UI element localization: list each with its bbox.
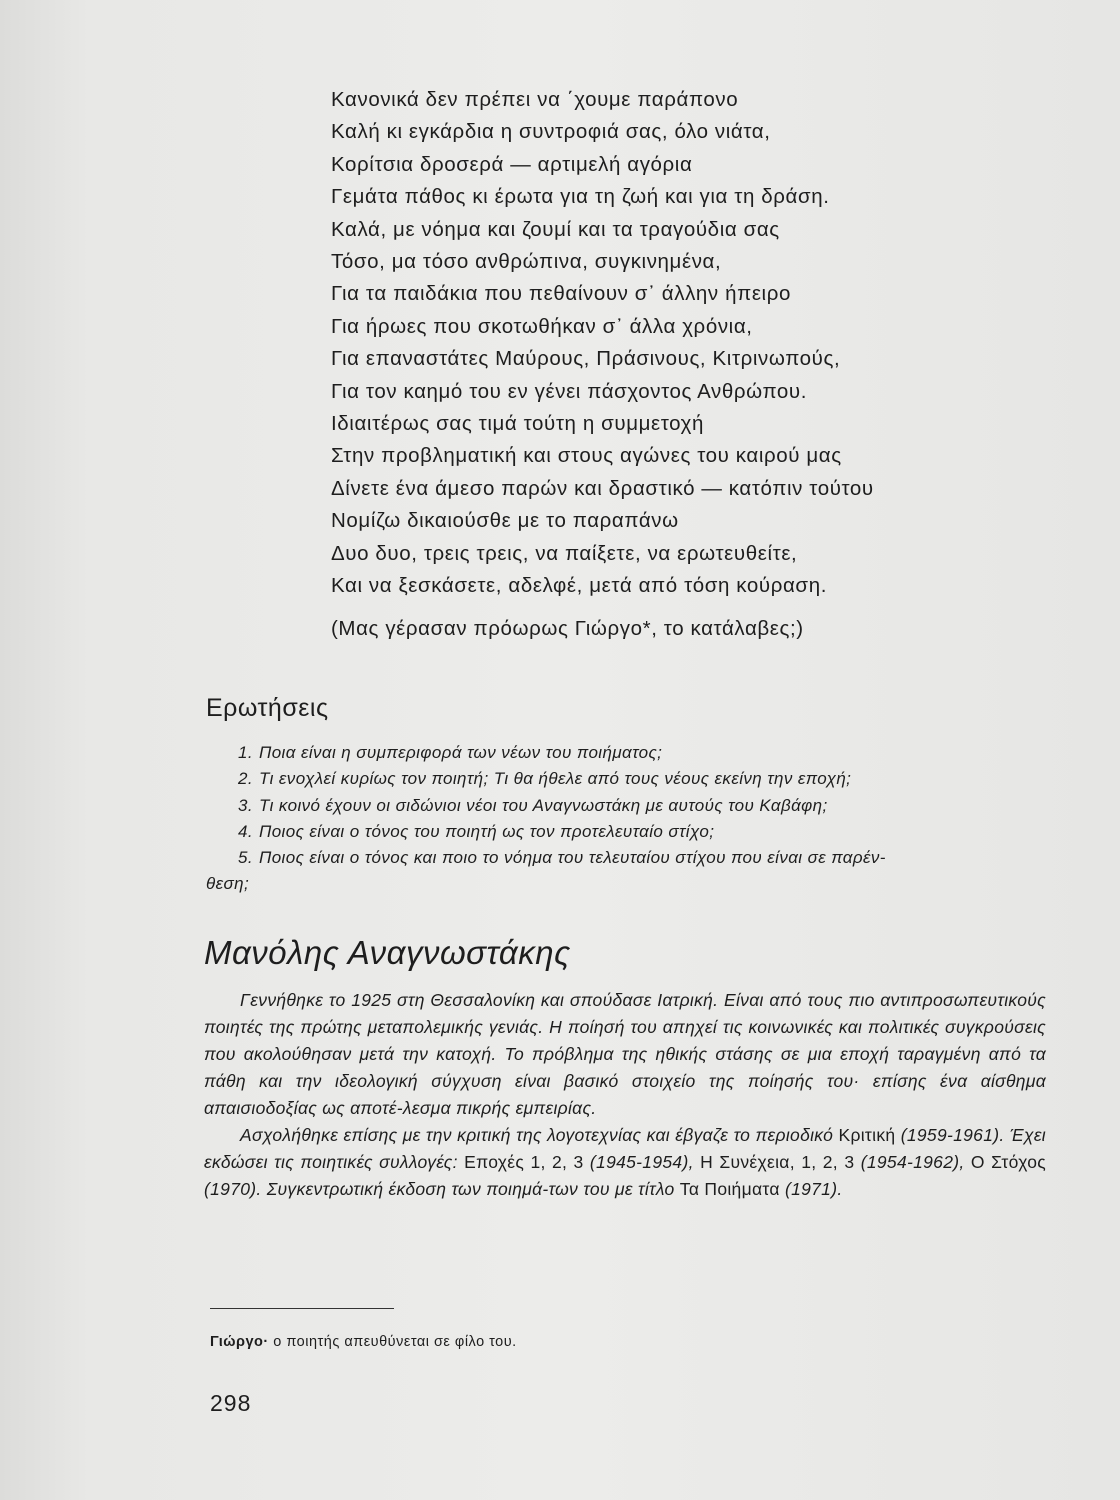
poem-line: Καλή κι εγκάρδια η συντροφιά σας, όλο νιάτα, xyxy=(331,120,771,144)
poem-line: Για επαναστάτες Μαύρους, Πράσινους, Κιτρινωπούς, xyxy=(331,347,841,371)
question-text: Ποιος είναι ο τόνος και ποιο το νόημα του τελευταίου στίχου που είναι σε παρέν- xyxy=(258,848,886,868)
collection-title: Ο Στόχος xyxy=(970,1152,1046,1172)
poem xyxy=(331,84,1031,645)
question-item xyxy=(206,819,1054,845)
question-item xyxy=(206,766,1054,792)
question-item xyxy=(206,740,1054,766)
poem-line: Καλά, με νόημα και ζουμί και τα τραγούδια σας xyxy=(331,217,780,241)
question-number: 1. xyxy=(238,743,253,762)
poem-line: Δίνετε ένα άμεσο παρών και δραστικό — κατόπιν τούτου xyxy=(331,476,874,500)
questions-heading: Ερωτήσεις xyxy=(206,694,329,722)
collection-title: Τα Ποιήματα xyxy=(679,1179,780,1199)
poem-line: Νομίζω δικαιούσθε με το παραπάνω xyxy=(331,509,679,533)
question-item xyxy=(206,793,1054,819)
footnote-term: Γιώργο· xyxy=(210,1334,269,1350)
footnote-divider xyxy=(210,1308,394,1309)
poem-line: Στην προβληματική και στους αγώνες του καιρού μας xyxy=(331,444,842,468)
question-number: 4. xyxy=(238,821,253,841)
poem-line: Κορίτσια δροσερά — αρτιμελή αγόρια xyxy=(331,152,693,176)
journal-title: Κριτική xyxy=(838,1125,896,1145)
poem-line: Δυο δυο, τρεις τρεις, να παίξετε, να ερωτευθείτε, xyxy=(331,541,798,565)
poem-line: Ιδιαιτέρως σας τιμά τούτη η συμμετοχή xyxy=(331,412,704,436)
poem-line: Για ήρωες που σκοτωθήκαν σ᾽ άλλα χρόνια, xyxy=(331,314,753,338)
question-item-continuation: θεση; xyxy=(206,874,250,894)
question-item xyxy=(206,845,1054,871)
poem-line: Και να ξεσκάσετε, αδελφέ, μετά από τόση κούραση. xyxy=(331,574,827,598)
question-text: Τι ενοχλεί κυρίως τον ποιητή; Τι θα ήθελε από τους νέους εκείνη την εποχή; xyxy=(258,769,852,789)
poem-line: Τόσο, μα τόσο ανθρώπινα, συγκινημένα, xyxy=(331,250,722,274)
bio-paragraph-1: Γεννήθηκε το 1925 στη Θεσσαλονίκη και σπούδασε Ιατρική. Είναι από τους πιο αντιπροσωπευτικούς ποιητές της πρώτης μεταπολεμικής γενιάς. Η ποίησή του απηχεί τις κοινωνικές και πολιτικές συγκρούσεις που ακολούθησαν μετά την κατοχή. Το πρόβλημα της ηθικής στάσης σε μια εποχή ταραγμένη από τα πάθη και την ιδεολογική σύγχυση είναι βασικό στοιχείο της ποίησής του· επίσης ένα αίσθημα απαισιοδοξίας ως αποτέ-λεσμα πικρής εμπειρίας. xyxy=(204,990,1046,1118)
bio-text: (1971). xyxy=(784,1179,843,1199)
question-number: 3. xyxy=(238,795,253,815)
poem-line: Κανονικά δεν πρέπει να ΄χουμε παράπονο xyxy=(331,88,739,111)
question-text: Ποιος είναι ο τόνος του ποιητή ως τον προτελευταίο στίχο; xyxy=(258,821,715,841)
bio-text: (1945-1954), xyxy=(589,1152,694,1172)
poem-line: Γεμάτα πάθος κι έρωτα για τη ζωή και για τη δράση. xyxy=(331,185,830,209)
poem-line: Για τα παιδάκια που πεθαίνουν σ᾽ άλλην ήπειρο xyxy=(331,282,791,306)
collection-title: Η Συνέχεια, 1, 2, 3 xyxy=(700,1152,855,1172)
questions-list xyxy=(206,740,1054,898)
bio-text: (1954-1962), xyxy=(860,1152,965,1172)
question-text: Τι κοινό έχουν οι σιδώνιοι νέοι του Αναγνωστάκη με αυτούς του Καβάφη; xyxy=(258,795,828,815)
author-biography xyxy=(204,987,1046,1203)
author-name-heading: Μανόλης Αναγνωστάκης xyxy=(204,934,571,971)
bio-text: Ασχολήθηκε επίσης με την κριτική της λογοτεχνίας και έβγαζε το περιοδικό xyxy=(240,1125,834,1145)
bio-paragraph-2 xyxy=(204,1122,1046,1203)
page-number: 298 xyxy=(210,1390,252,1416)
question-number: 5. xyxy=(238,848,253,868)
bio-text: (1970). Συγκεντρωτική έκδοση των ποιημά-των του με τίτλο xyxy=(204,1179,675,1199)
collection-title: Εποχές 1, 2, 3 xyxy=(464,1152,584,1172)
question-number: 2. xyxy=(238,769,253,789)
poem-closing-line: (Μας γέρασαν πρόωρως Γιώργο*, το κατάλαβες;) xyxy=(331,616,804,640)
poem-line: Για τον καημό του εν γένει πάσχοντος Ανθρώπου. xyxy=(331,379,808,403)
footnote-text: ο ποιητής απευθύνεται σε φίλο του. xyxy=(273,1334,517,1350)
question-text: Ποια είναι η συμπεριφορά των νέων του ποιήματος; xyxy=(258,743,663,762)
footnote xyxy=(210,1334,517,1350)
bio-text: (1959-1961). Έχει εκδώσει τις ποιητικές συλλογές: xyxy=(204,1125,1046,1172)
